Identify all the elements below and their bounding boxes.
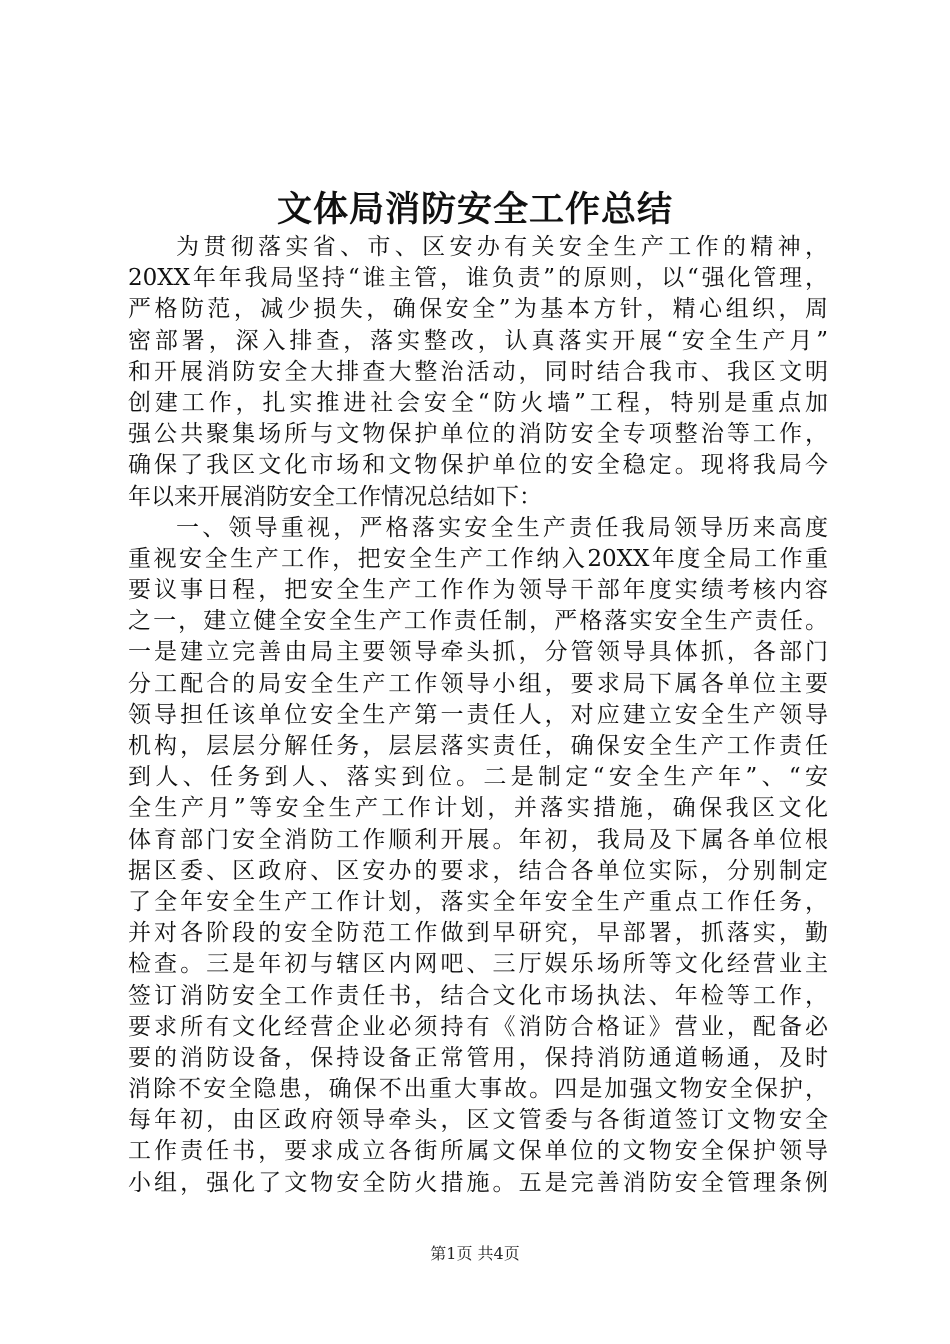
paragraph-line: 和开展消防安全大排查大整治活动，同时结合我市、我区文明 xyxy=(128,358,828,385)
paragraph-line: 一、领导重视，严格落实安全生产责任我局领导历来高度 xyxy=(176,514,828,541)
paragraph-line: 消除不安全隐患，确保不出重大事故。四是加强文物安全保护， xyxy=(128,1076,828,1103)
paragraph-line: 据区委、区政府、区安办的要求，结合各单位实际，分别制定 xyxy=(128,857,828,884)
paragraph-line: 重视安全生产工作，把安全生产工作纳入20XX年度全局工作重 xyxy=(128,545,828,572)
paragraph-line: 强公共聚集场所与文物保护单位的消防安全专项整治等工作， xyxy=(128,421,828,448)
paragraph-line: 要议事日程，把安全生产工作作为领导干部年度实绩考核内容 xyxy=(128,577,828,604)
paragraph-line: 并对各阶段的安全防范工作做到早研究，早部署，抓落实，勤 xyxy=(128,920,828,947)
document-body xyxy=(128,232,828,1199)
paragraph-line: 工作责任书，要求成立各街所属文保单位的文物安全保护领导 xyxy=(128,1138,828,1165)
paragraph-line: 确保了我区文化市场和文物保护单位的安全稳定。现将我局今 xyxy=(128,452,828,479)
paragraph-line: 严格防范，减少损失，确保安全”为基本方针，精心组织，周 xyxy=(128,296,828,323)
paragraph-line: 要的消防设备，保持设备正常管用，保持消防通道畅通，及时 xyxy=(128,1044,828,1071)
paragraph-line: 为贯彻落实省、市、区安办有关安全生产工作的精神， xyxy=(176,234,828,260)
paragraph-line: 年以来开展消防安全工作情况总结如下： xyxy=(128,483,542,510)
paragraph-line: 密部署，深入排查，落实整改，认真落实开展“安全生产月” xyxy=(128,327,828,354)
page-number-footer: 第1页 共4页 xyxy=(430,1244,520,1263)
paragraph-line: 小组，强化了文物安全防火措施。五是完善消防安全管理条例 xyxy=(128,1169,828,1196)
paragraph-line: 了全年安全生产工作计划，落实全年安全生产重点工作任务， xyxy=(128,888,828,915)
paragraph-line: 机构，层层分解任务，层层落实责任，确保安全生产工作责任 xyxy=(128,733,828,759)
paragraph-line: 全生产月”等安全生产工作计划，并落实措施，确保我区文化 xyxy=(128,795,828,822)
paragraph-line: 领导担任该单位安全生产第一责任人，对应建立安全生产领导 xyxy=(128,701,828,728)
paragraph-line: 分工配合的局安全生产工作领导小组，要求局下属各单位主要 xyxy=(128,670,828,697)
paragraph-line: 每年初，由区政府领导牵头，区文管委与各街道签订文物安全 xyxy=(128,1107,828,1134)
paragraph-line: 检查。三是年初与辖区内网吧、三厅娱乐场所等文化经营业主 xyxy=(128,951,828,978)
paragraph-line: 之一，建立健全安全生产工作责任制，严格落实安全生产责任。 xyxy=(128,608,828,635)
paragraph-line: 体育部门安全消防工作顺利开展。年初，我局及下属各单位根 xyxy=(128,826,828,853)
paragraph-line: 创建工作，扎实推进社会安全“防火墙”工程，特别是重点加 xyxy=(128,389,828,416)
paragraph-line: 到人、任务到人、落实到位。二是制定“安全生产年”、“安 xyxy=(128,764,828,791)
paragraph-line: 要求所有文化经营企业必须持有《消防合格证》营业，配备必 xyxy=(128,1013,828,1040)
paragraph-line: 签订消防安全工作责任书，结合文化市场执法、年检等工作， xyxy=(128,982,828,1009)
document-title: 文体局消防安全工作总结 xyxy=(276,189,673,230)
paragraph-line: 20XX年年我局坚持“谁主管，谁负责”的原则，以“强化管理， xyxy=(128,265,828,292)
paragraph-line: 一是建立完善由局主要领导牵头抓，分管领导具体抓，各部门 xyxy=(128,639,828,666)
